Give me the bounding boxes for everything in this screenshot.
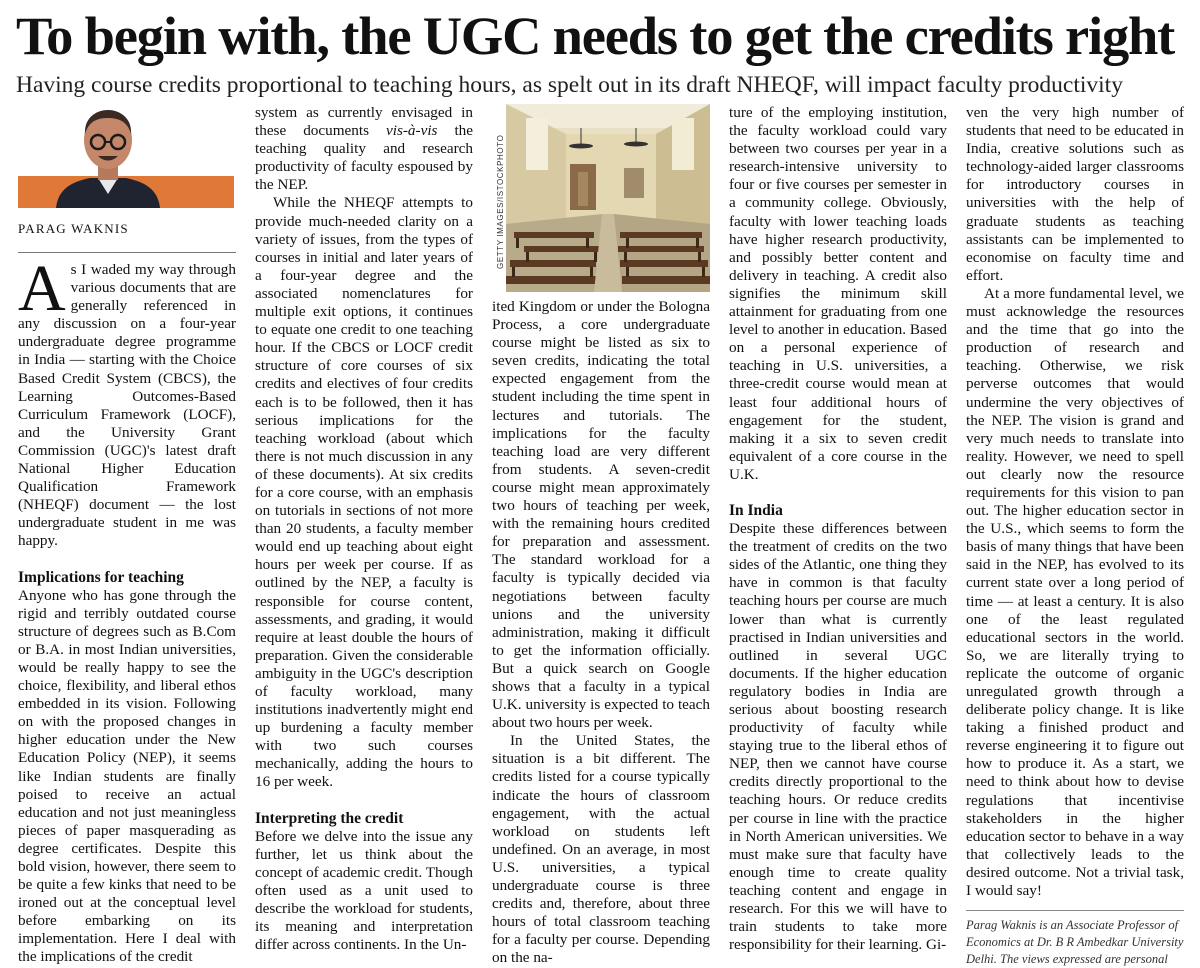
article-column-1 — [18, 104, 236, 966]
paragraph: Before we delve into the issue any further, let us think about the concept of academic credit. Though often used as a unit used to describe the workload for students, its meaning and interpretation differ across continents. In the Un- — [255, 827, 473, 954]
subhead-in-india: In India — [729, 501, 783, 519]
paragraph: ited Kingdom or under the Bologna Process, a core undergraduate course might be listed as six to seven credits, indicating the total expected engagement from the student including the time spent in lectures and tutorials. The implications for the faculty teaching load are very different from students. A seven-credit course might mean approximately two hours of teaching per week, with the remaining hours credited for preparation and assessment. The standard workload for a faculty is typically decided via negotiations between faculty unions and the university administration, making it difficult to get the information officially. But a quick search on Google shows that a faculty in a typical U.K. university is expected to teach about two hours per week. — [492, 298, 710, 732]
author-photo-icon — [18, 108, 234, 208]
author-bio: Parag Waknis is an Associate Professor of Economics at Dr. B R Ambedkar University Delhi. The views expressed are personal — [966, 918, 1184, 967]
article-column-4 — [729, 104, 947, 954]
paragraph: In the United States, the situation is a bit different. The credits listed for a course typically indicate the hours of classroom engagement, with the actual workload on students left undefined. On an average, in most U.S. universities, a typical undergraduate course is three credits and, therefore, about three hours of total classroom teaching for a faculty per course. Depending on the na- — [492, 732, 710, 967]
subhead-interpreting: Interpreting the credit — [255, 809, 404, 827]
paragraph: Anyone who has gone through the rigid and terribly outdated course structure of degrees such as B.Com or B.A. in most Indian universities, would be really happy to see the choice, flexibility, and liberal ethos embedded in its vision. Following on with the proposed changes in higher education under the New Education Policy (NEP), it seems like Indian students are finally poised to receive an actual education and not just meaningless pieces of paper masquerading as degree certificates. Despite this bold vision, however, there seem to be quite a few kinks that need to be ironed out at the conceptual level before embarking on its implementation. Here I deal with the implications of the credit — [18, 586, 236, 966]
paragraph: Despite these differences between the treatment of credits on the two sides of the Atlantic, one thing they have in common is that faculty teaching hours per course are much lower than what is currently practised in Indian universities and outlined in several UGC documents. If the higher education regulatory bodies in India are serious about boosting research productivity of faculty while staying true to the liberal ethos of NEP, then we cannot have course credits directly proportional to the teaching hours. Or reduce credits per course in line with the practice in North American universities. We must make sure that faculty have enough time to create quality teaching content and engage in research. For this we will have to train students to take more responsibility for their learning. Gi- — [729, 520, 947, 954]
bio-rule — [966, 910, 1184, 911]
article-column-2 — [255, 104, 473, 954]
byline: PARAG WAKNIS — [18, 221, 129, 236]
drop-cap: A — [18, 252, 66, 325]
classroom-photo — [492, 104, 710, 294]
author-portrait — [18, 108, 234, 208]
paragraph: At a more fundamental level, we must acknowledge the resources and the time that go into the production of research and teaching. Otherwise, we risk perverse outcomes that would undermine the very objectives of the NEP. The vision is grand and very much needs to translate into reality. However, we need to spell out clearly now the resource requirements for this vision to pan out. The higher education sector in the U.S., which seems to form the basis of many things that have been said in the NEP, has evolved to its current state over a long period of time — at least a century. It is also one of the least regulated educational sectors in the world. So, we are literally trying to replicate the outcome of organic unregulated growth through a deliberate policy change. It is like taking a finished product and reverse engineering it to figure out how to produce it. As a start, we need to think about how to devise regulations that incentivise stakeholders in the higher education sector to behave in a way that collectively leads to the desired outcome. Not a trivial task, I would say! — [966, 284, 1184, 900]
paragraph: While the NHEQF attempts to provide much-needed clarity on a variety of issues, from the types of courses in initial and later years of a four-year degree and the associated nomenclatures for multiple exit options, it continues to equate one credit to one teaching hour. If the CBCS or LOCF credit structure of core courses of six credits and electives of four credits each is to be followed, then it has serious implications for the teaching workload (about which there is not much discussion in any of these documents). At six credits for a core course, with an emphasis on tutorials in sections of not more than 20 students, a faculty member would end up teaching about eight hours per week per course. If as outlined by the NEP, a faculty is responsible for course content, assessments, and grading, it would require at least double the hours of preparation. Given the considerable ambiguity in the UGC's description of faculty workload, many institutions inadvertently might end up burdening a faculty member with two such courses mechanically, adding the hours to 16 per week. — [255, 194, 473, 791]
headline: To begin with, the UGC needs to get the credits right — [16, 5, 1175, 66]
paragraph: ture of the employing institution, the faculty workload could vary between two courses per year in a research-intensive university to four or five courses per semester in a community college. Obviously, faculty with lower teaching loads have higher research productivity, and possibly better content and delivery in teaching. A credit also signifies the minimum skill attainment for graduating from one level to another in education. Based on a personal experience of teaching in U.S. universities, a three-credit course would mean at least four additional hours of engagement for the student, making it a six to seven credit equivalent of a core course in the U.K. — [729, 104, 947, 483]
paragraph: As I waded my way through various documents that are generally referenced in any discussion on a four-year undergraduate degree programme in India — starting with the Choice Based Credit System (CBCS), the Learning Outcomes-Based Curriculum Framework (LOCF), and the University Grant Commission (UGC)'s latest draft National Higher Education Qualification Framework (NHEQF) document — the lost undergraduate student in me was happy. — [18, 252, 236, 550]
paragraph: system as currently envisaged in these documents vis-à-vis the teaching quality and research productivity of faculty espoused by the NEP. — [255, 104, 473, 194]
article-column-3 — [492, 104, 710, 967]
photo-credit: GETTY IMAGES/ISTOCKPHOTO — [496, 134, 505, 270]
article-column-5 — [966, 104, 1184, 967]
classroom-image-icon — [506, 104, 710, 292]
deck-subheadline: Having course credits proportional to teaching hours, as spelt out in its draft NHEQF, will impact faculty productivity — [16, 72, 1123, 98]
subhead-implications: Implications for teaching — [18, 568, 184, 586]
paragraph: ven the very high number of students that need to be educated in India, creative solutions such as technology-aided larger classrooms for introductory courses in universities with the help of graduate students as teaching assistants can be implemented to economise on faculty time and effort. — [966, 104, 1184, 284]
